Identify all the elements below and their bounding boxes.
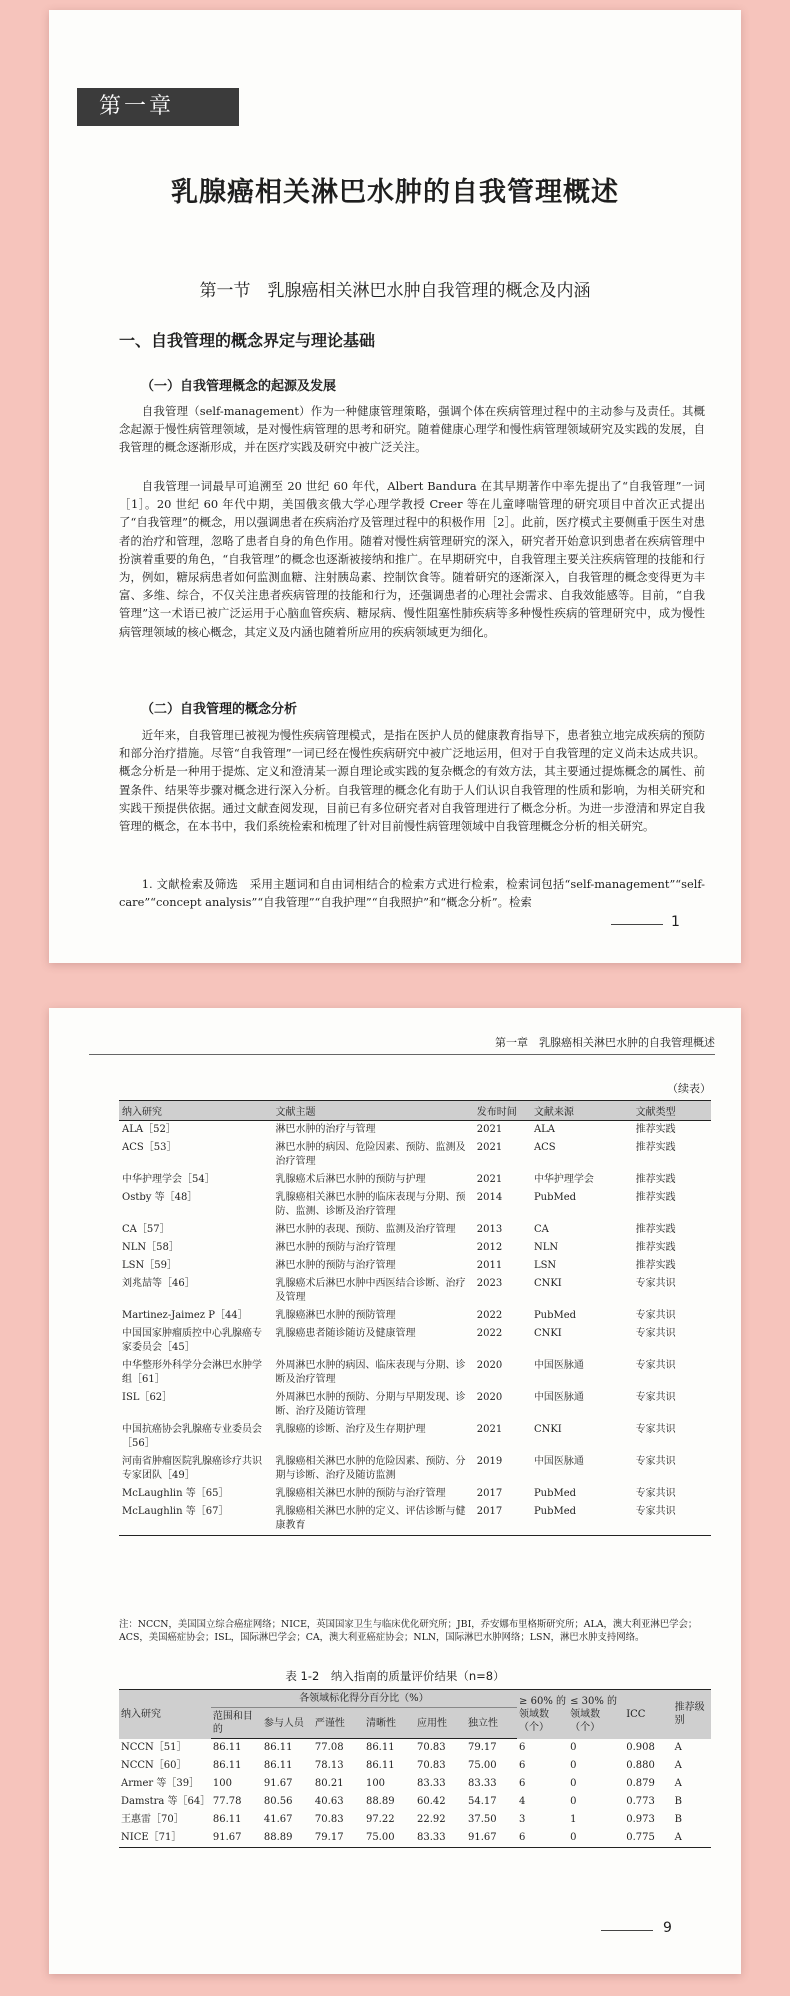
table-cell: 乳腺癌术后淋巴水肿中西医结合诊断、治疗及管理 <box>275 1278 466 1303</box>
table-cell: 2021 <box>476 1124 503 1135</box>
table-cell: 2023 <box>476 1278 503 1289</box>
running-head-rule <box>89 1054 715 1055</box>
table-cell: 80.21 <box>314 1778 344 1789</box>
table-row <box>119 1757 711 1775</box>
table-cell: Armer 等［39］ <box>121 1778 200 1789</box>
table-cell: A <box>673 1829 711 1848</box>
column-group-header: 各领域标化得分百分比（%） <box>211 1690 517 1708</box>
table-cell: PubMed <box>533 1192 577 1203</box>
column-header: 清晰性 <box>364 1708 415 1739</box>
column-header: 独立性 <box>466 1708 517 1739</box>
table-cell: LSN［59］ <box>122 1260 177 1271</box>
table-cell: 2017 <box>476 1488 503 1499</box>
guideline-table <box>119 1100 711 1536</box>
column-header: 应用性 <box>415 1708 466 1739</box>
heading-origin: （一）自我管理概念的起源及发展 <box>141 379 337 394</box>
table-cell: 2022 <box>476 1328 503 1339</box>
table-cell: Ostby 等［48］ <box>122 1192 198 1203</box>
column-header: 文献来源 <box>531 1101 633 1121</box>
table-cell: B <box>674 1796 683 1807</box>
table-cell: 2011 <box>476 1260 503 1271</box>
table-cell: 78.13 <box>314 1760 344 1771</box>
table-cell: 79.17 <box>468 1742 497 1753</box>
paragraph-search: 1. 文献检索及筛选 采用主题词和自由词相结合的检索方式进行检索，检索词包括“self-management”“self-care”“concept analysis”“自我管理”“自我护理”“自我照护”和“概念分析”。检索 <box>119 877 705 910</box>
table-cell: 88.89 <box>262 1829 313 1848</box>
table-row <box>119 1171 711 1189</box>
column-header: ≤ 30% 的领域数（个） <box>568 1690 624 1739</box>
table-cell: 专家共识 <box>635 1328 676 1339</box>
table-cell: 乳腺癌相关淋巴水肿的临床表现与分期、预防、监测、诊断及治疗管理 <box>275 1192 466 1217</box>
table-cell: ALA［52］ <box>122 1124 176 1135</box>
table-cell: 79.17 <box>313 1829 364 1848</box>
paragraph-definition: 自我管理（self-management）作为一种健康管理策略，强调个体在疾病管理过程中的主动参与及责任。其概念起源于慢性病管理领域，是对慢性病管理的思考和研究。随着健康心理学和慢性病管理领域研究及实践的发展，自我管理的概念逐渐形成，并在医疗实践及研究中被广泛关注。 <box>119 404 705 455</box>
table-cell: 中国医脉通 <box>533 1360 584 1371</box>
table-cell: 2013 <box>476 1224 503 1235</box>
table-cell: 淋巴水肿的病因、危险因素、预防、监测及治疗管理 <box>275 1142 466 1167</box>
table-cell: 专家共识 <box>635 1392 676 1403</box>
table-cell: 6 <box>519 1741 526 1753</box>
table-cell: 91.67 <box>211 1829 262 1848</box>
column-header: 纳入研究 <box>119 1690 211 1739</box>
table-cell: 乳腺癌相关淋巴水肿的预防与治疗管理 <box>275 1488 446 1499</box>
table-header-row <box>119 1101 711 1121</box>
column-header: 发布时间 <box>474 1101 531 1121</box>
column-header: 文献主题 <box>273 1101 474 1121</box>
table-cell: 推荐实践 <box>635 1192 676 1203</box>
table-cell: 88.89 <box>365 1796 395 1807</box>
table-cell: 86.11 <box>365 1742 395 1753</box>
table-cell: 乳腺癌淋巴水肿的预防管理 <box>275 1310 396 1321</box>
table-cell: 乳腺癌的诊断、治疗及生存期护理 <box>275 1424 426 1435</box>
table-cell: 41.67 <box>263 1814 293 1825</box>
table-cell: CNKI <box>533 1328 562 1339</box>
table-cell: 83.33 <box>468 1778 497 1789</box>
table-cell: 0.775 <box>624 1829 672 1848</box>
table-row <box>119 1793 711 1811</box>
table-cell: 推荐实践 <box>635 1242 676 1253</box>
table-cell: 推荐实践 <box>635 1224 676 1235</box>
table-cell: 0 <box>568 1829 624 1848</box>
table-cell: 外周淋巴水肿的预防、分期与早期发现、诊断、治疗及随访管理 <box>275 1392 466 1417</box>
table-cell: 3 <box>519 1814 526 1825</box>
table-row <box>119 1421 711 1453</box>
table-cell: 中华护理学会 <box>533 1174 594 1185</box>
table-cell: CA <box>533 1224 549 1235</box>
table-cell: 乳腺癌相关淋巴水肿的危险因素、预防、分期与诊断、治疗及随访监测 <box>275 1456 466 1481</box>
table-row <box>119 1139 711 1171</box>
table-cell: 河南省肿瘤医院乳腺癌诊疗共识专家团队［49］ <box>122 1456 262 1481</box>
table-cell: 中华护理学会［54］ <box>122 1174 215 1185</box>
table-cell: 2021 <box>476 1424 503 1435</box>
table-cell: Martinez-Jaimez P［44］ <box>122 1310 248 1321</box>
heading-level-1: 一、自我管理的概念界定与理论基础 <box>119 331 376 350</box>
table-cell: McLaughlin 等［65］ <box>122 1488 229 1499</box>
column-header: 参与人员 <box>262 1708 313 1739</box>
table-cell: 王惠雷［70］ <box>121 1814 184 1825</box>
table-cell: PubMed <box>533 1488 577 1499</box>
table-cell: 86.11 <box>365 1760 395 1771</box>
table-row <box>119 1389 711 1421</box>
table-cell: 91.67 <box>466 1829 517 1848</box>
book-page-9 <box>49 1008 741 1974</box>
table-row <box>119 1357 711 1389</box>
table-cell: 60.42 <box>416 1796 446 1807</box>
table-cell: 70.83 <box>416 1760 446 1771</box>
table-cell: 2014 <box>476 1192 503 1203</box>
table-row <box>119 1257 711 1275</box>
table-cell: McLaughlin 等［67］ <box>119 1503 273 1536</box>
quality-table <box>119 1689 711 1848</box>
table-header-row <box>119 1690 711 1708</box>
table-cell: PubMed <box>531 1503 633 1536</box>
table-cell: 77.78 <box>212 1796 242 1807</box>
table-cell: A <box>674 1760 682 1771</box>
table-cell: 中国医脉通 <box>533 1392 584 1403</box>
table-cell: 0.908 <box>626 1741 655 1753</box>
table-cell: 0.773 <box>626 1796 655 1807</box>
table-cell: 淋巴水肿的预防与治疗管理 <box>275 1260 396 1271</box>
table-cell: 2021 <box>476 1174 503 1185</box>
table-cell: 中国抗癌协会乳腺癌专业委员会［56］ <box>122 1424 262 1449</box>
table-cell: 刘兆喆等［46］ <box>122 1278 195 1289</box>
table-cell: 专家共识 <box>635 1456 676 1467</box>
paragraph-history: 自我管理一词最早可追溯至 20 世纪 60 年代，Albert Bandura 在其早期著作中率先提出了“自我管理”一词［1］。20 世纪 60 年代中期，美国俄亥俄大学心理学教授 Creer 等在儿童哮喘管理的研究项目中首次正式提出了“自我管理”的概念，用以强调患者在疾病治疗及管理过程中的积极作用［2］。此前，医疗模式主要侧重于医生对患者的治疗和管理，忽略了患者自身的角色作用。随着对慢性病管理研究的深入，研究者开始意识到患者在疾病管理中扮演着重要的角色，“自我管理”的概念也逐渐被接纳和推广。在早期研究中，自我管理主要关注疾病管理的技能和行为，例如，糖尿病患者如何监测血糖、注射胰岛素、控制饮食等。随着研究的逐渐深入，自我管理的概念变得更为丰富、多维、综合，不仅关注患者疾病管理的技能和行为，还强调患者的心理社会需求、自我效能感等。目前，“自我管理”这一术语已被广泛运用于心脑血管疾病、糖尿病、慢性阻塞性肺疾病等多种慢性疾病的管理研究中，成为慢性病管理领域的核心概念，其定义及内涵也随着所应用的疾病领域更为细化。 <box>119 479 705 639</box>
table-cell: 0 <box>570 1778 577 1789</box>
table-cell: 0.880 <box>626 1760 655 1771</box>
table-cell: 40.63 <box>314 1796 344 1807</box>
table-note: 注：NCCN，美国国立综合癌症网络；NICE，英国国家卫生与临床优化研究所；JBI，乔安娜布里格斯研究所；ALA，澳大利亚淋巴学会；ACS，美国癌症协会；ISL，国际淋巴学会；CA，澳大利亚癌症协会；NLN，国际淋巴水肿网络；LSN，淋巴水肿支持网络。 <box>119 1619 698 1643</box>
table-cell: 22.92 <box>416 1814 446 1825</box>
table-cell: 推荐实践 <box>635 1142 676 1153</box>
table-cell: 83.33 <box>415 1829 466 1848</box>
column-header: ≥ 60% 的领域数（个） <box>517 1690 568 1739</box>
table-cell: 75.00 <box>468 1760 497 1771</box>
table-row <box>119 1503 711 1536</box>
table-cell: 4 <box>519 1796 526 1807</box>
table-row <box>119 1453 711 1485</box>
table-cell: 1 <box>570 1814 577 1825</box>
table-cell: CA［57］ <box>122 1224 170 1235</box>
table-cell: 2017 <box>474 1503 531 1536</box>
page-number: 9 <box>663 1920 672 1936</box>
table-cell: 100 <box>365 1778 386 1789</box>
table-cell: 86.11 <box>212 1814 242 1825</box>
table-cell: 外周淋巴水肿的病因、临床表现与分期、诊断及治疗管理 <box>275 1360 466 1385</box>
table-cell: 6 <box>517 1829 568 1848</box>
table-cell: NICE［71］ <box>119 1829 211 1848</box>
table-cell: 54.17 <box>468 1796 497 1807</box>
table-cell: 37.50 <box>468 1814 497 1825</box>
table-cell: 0 <box>570 1796 577 1807</box>
table-cell: 乳腺癌患者随诊随访及健康管理 <box>275 1328 416 1339</box>
table-cell: 2022 <box>476 1310 503 1321</box>
chapter-title: 乳腺癌相关淋巴水肿的自我管理概述 <box>171 177 619 208</box>
table-cell: 乳腺癌相关淋巴水肿的定义、评估诊断与健康教育 <box>273 1503 474 1536</box>
table-cell: 6 <box>519 1760 526 1771</box>
page-number-rule <box>601 1930 653 1931</box>
running-head: 第一章 乳腺癌相关淋巴水肿的自我管理概述 <box>495 1036 715 1049</box>
page-number-rule <box>611 924 663 925</box>
table-caption: 表 1-2 纳入指南的质量评价结果（n=8） <box>285 1669 505 1683</box>
column-header: 范围和目的 <box>211 1708 262 1739</box>
table-cell: 100 <box>212 1778 232 1789</box>
table-continued-label: （续表） <box>667 1082 711 1095</box>
table-cell: 80.56 <box>263 1796 293 1807</box>
table-cell: 专家共识 <box>633 1503 711 1536</box>
table-row <box>119 1811 711 1829</box>
table-row <box>119 1275 711 1307</box>
table-cell: 86.11 <box>212 1742 242 1753</box>
table-row <box>119 1189 711 1221</box>
table-cell: NCCN［60］ <box>121 1760 187 1771</box>
table-cell: 2020 <box>476 1360 503 1371</box>
table-cell: 0 <box>570 1760 577 1771</box>
heading-concept-analysis: （二）自我管理的概念分析 <box>141 702 298 717</box>
table-cell: 中国医脉通 <box>533 1456 584 1467</box>
section-title: 第一节 乳腺癌相关淋巴水肿自我管理的概念及内涵 <box>199 281 591 301</box>
table-cell: 86.11 <box>263 1742 293 1753</box>
table-cell: CNKI <box>533 1278 562 1289</box>
column-header: 严谨性 <box>313 1708 364 1739</box>
table-cell: 0.973 <box>626 1814 655 1825</box>
table-cell: ALA <box>533 1124 556 1135</box>
table-row <box>119 1121 711 1140</box>
table-row <box>119 1325 711 1357</box>
table-cell: 中国国家肿瘤质控中心乳腺癌专家委员会［45］ <box>122 1328 262 1353</box>
table-row <box>119 1775 711 1793</box>
table-cell: 0 <box>570 1741 577 1753</box>
table-cell: 中华整形外科学分会淋巴水肿学组［61］ <box>122 1360 262 1385</box>
table-cell: 86.11 <box>263 1760 293 1771</box>
table-cell: NLN［58］ <box>122 1242 179 1253</box>
paragraph-analysis: 近年来，自我管理已被视为慢性疾病管理模式，是指在医护人员的健康教育指导下，患者独立地完成疾病的预防和部分治疗措施。尽管“自我管理”一词已经在慢性疾病研究中被广泛地运用，但对于自我管理的定义尚未达成共识。概念分析是一种用于提炼、定义和澄清某一源自理论或实践的复杂概念的有效方法，其主要通过提炼概念的属性、前置条件、结果等步骤对概念进行深入分析。自我管理的概念化有助于人们认识自我管理的性质和影响，为相关研究和实践干预提供依据。通过文献查阅发现，目前已有多位研究者对自我管理进行了概念分析。为进一步澄清和界定自我管理的概念，在本书中，我们系统检索和梳理了针对目前慢性病管理领域中自我管理概念分析的相关研究。 <box>119 728 705 834</box>
column-header: 推荐级别 <box>673 1690 711 1739</box>
table-cell: LSN <box>533 1260 557 1271</box>
table-cell: A <box>674 1741 682 1753</box>
table-cell: 77.08 <box>314 1742 344 1753</box>
table-cell: 专家共识 <box>635 1310 676 1321</box>
table-cell: 97.22 <box>365 1814 395 1825</box>
column-header: 纳入研究 <box>119 1101 273 1121</box>
table-cell: 推荐实践 <box>635 1124 676 1135</box>
table-cell: ACS［53］ <box>122 1142 177 1153</box>
table-cell: 专家共识 <box>635 1424 676 1435</box>
table-cell: 淋巴水肿的表现、预防、监测及治疗管理 <box>275 1224 456 1235</box>
table-cell: 91.67 <box>263 1778 293 1789</box>
table-cell: 推荐实践 <box>635 1174 676 1185</box>
chapter-label: 第一章 <box>77 88 239 126</box>
table-cell: 专家共识 <box>635 1360 676 1371</box>
table-cell: 淋巴水肿的治疗与管理 <box>275 1124 376 1135</box>
table-row <box>119 1239 711 1257</box>
table-cell: ISL［62］ <box>122 1392 173 1403</box>
book-page-1 <box>49 10 741 963</box>
table-cell: 86.11 <box>212 1760 242 1771</box>
table-cell: A <box>674 1778 682 1789</box>
table-cell: B <box>674 1814 683 1825</box>
table-cell: 2021 <box>476 1142 503 1153</box>
table-row <box>119 1829 711 1848</box>
column-header: 文献类型 <box>633 1101 711 1121</box>
table-cell: 推荐实践 <box>635 1260 676 1271</box>
table-cell: 2020 <box>476 1392 503 1403</box>
table-cell: 70.83 <box>314 1814 344 1825</box>
table-cell: 70.83 <box>416 1742 446 1753</box>
table-cell: 专家共识 <box>635 1488 676 1499</box>
table-cell: Damstra 等［64］ <box>121 1796 211 1807</box>
table-cell: CNKI <box>533 1424 562 1435</box>
table-cell: NCCN［51］ <box>121 1741 187 1753</box>
table-cell: PubMed <box>533 1310 577 1321</box>
table-cell: 75.00 <box>364 1829 415 1848</box>
table-cell: 2012 <box>476 1242 503 1253</box>
page-number: 1 <box>671 914 680 930</box>
table-cell: 乳腺癌术后淋巴水肿的预防与护理 <box>275 1174 426 1185</box>
column-header: ICC <box>624 1690 672 1739</box>
table-cell: ACS <box>533 1142 556 1153</box>
table-cell: 专家共识 <box>635 1278 676 1289</box>
table-cell: 2019 <box>476 1456 503 1467</box>
table-row <box>119 1485 711 1503</box>
table-cell: NLN <box>533 1242 559 1253</box>
table-cell: 83.33 <box>416 1778 446 1789</box>
table-cell: 淋巴水肿的预防与治疗管理 <box>275 1242 396 1253</box>
table-row <box>119 1739 711 1758</box>
table-cell: 0.879 <box>626 1778 655 1789</box>
table-row <box>119 1307 711 1325</box>
table-row <box>119 1221 711 1239</box>
table-cell: 6 <box>519 1778 526 1789</box>
